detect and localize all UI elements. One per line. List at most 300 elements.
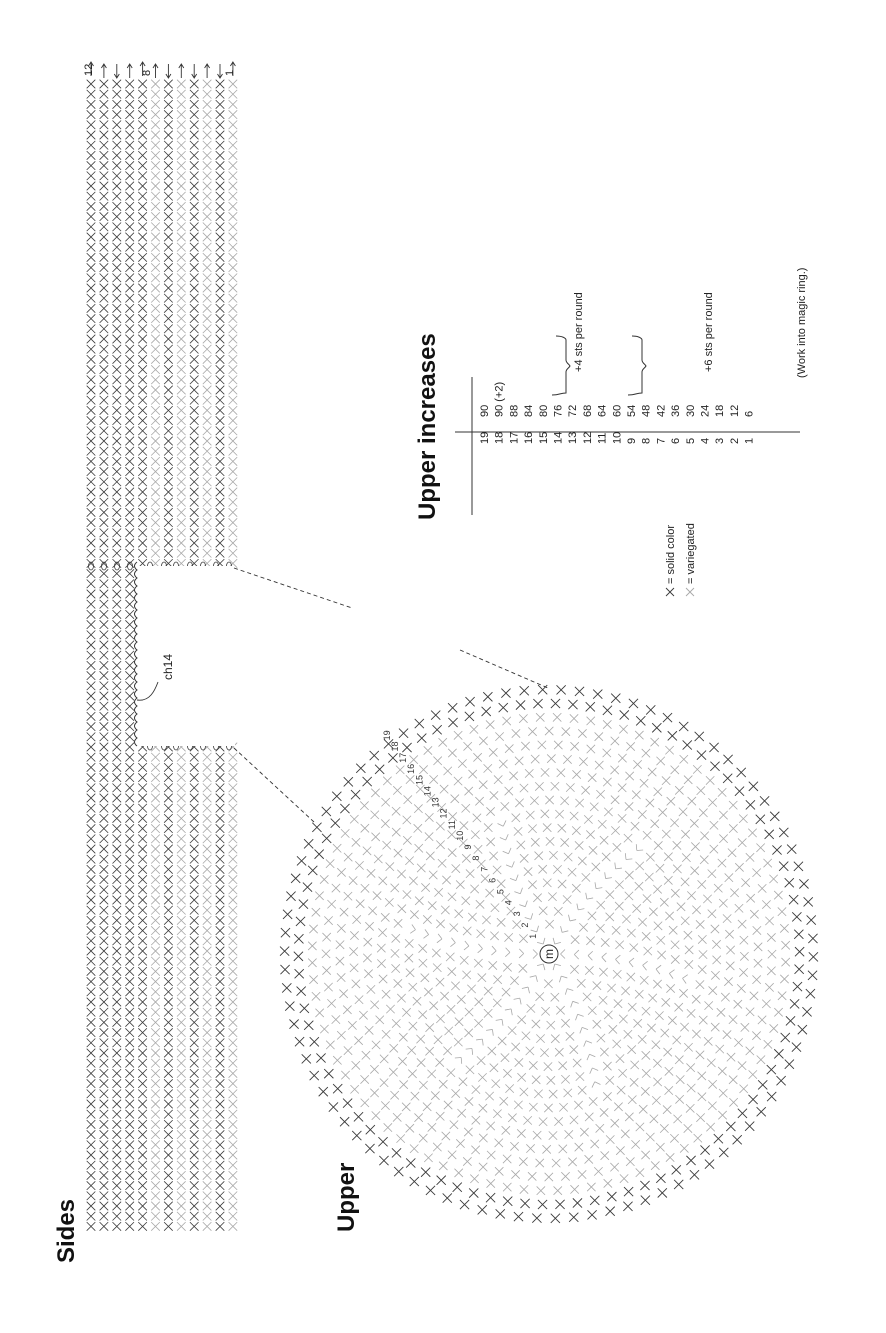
- sides-stitch: [125, 957, 134, 966]
- sides-stitch: [100, 1141, 109, 1150]
- sides-stitch: [113, 488, 122, 497]
- sides-stitch: [164, 151, 173, 160]
- upper-stitch: [588, 773, 596, 781]
- upper-stitch: [561, 838, 569, 846]
- upper-stitch: [603, 1062, 611, 1070]
- upper-stitch: [433, 725, 442, 734]
- upper-stitch: [631, 1061, 639, 1069]
- upper-stitch: [341, 1071, 349, 1079]
- sides-stitch: [151, 90, 160, 99]
- upper-stitch: [590, 1196, 599, 1205]
- sides-stitch: [190, 835, 199, 844]
- upper-stitch: [639, 1105, 647, 1113]
- upper-stitch: [415, 844, 423, 852]
- upper-stitch: [593, 981, 601, 989]
- sides-stitch: [151, 253, 160, 262]
- upper-stitch: [549, 851, 557, 859]
- sides-stitch: [190, 467, 199, 476]
- upper-stitch: [746, 1047, 754, 1055]
- sides-stitch: [100, 886, 109, 895]
- upper-stitch: [490, 932, 498, 940]
- sides-stitch: [100, 141, 109, 150]
- sides-stitch: [100, 896, 109, 905]
- upper-stitch: [503, 1069, 511, 1077]
- sides-stitch: [203, 549, 212, 558]
- sides-stitch: [138, 263, 147, 272]
- sides-stitch: [100, 131, 109, 140]
- upper-stitch: [548, 893, 556, 901]
- sides-stitch: [113, 508, 122, 517]
- sides-stitch: [100, 998, 109, 1007]
- upper-stitch: [610, 766, 618, 774]
- sides-stitch: [87, 1151, 96, 1160]
- sides-stitch: [125, 1059, 134, 1068]
- sides-stitch: [87, 569, 96, 578]
- row-arrow: [114, 64, 119, 78]
- sides-stitch: [151, 1008, 160, 1017]
- increase-stitch: [464, 941, 469, 950]
- upper-stitch: [520, 1088, 528, 1096]
- upper-stitch: [413, 997, 421, 1005]
- sides-stitch: [113, 896, 122, 905]
- sides-stitch: [151, 1079, 160, 1088]
- sides-stitch: [190, 498, 199, 507]
- upper-stitch: [519, 934, 527, 942]
- sides-stitch: [125, 569, 134, 578]
- upper-stitch: [402, 1103, 410, 1111]
- upper-stitch: [698, 965, 706, 973]
- upper-stitch: [399, 1080, 407, 1088]
- round-label-1: 1: [528, 933, 539, 939]
- sides-stitch: [100, 529, 109, 538]
- upper-stitch: [599, 996, 607, 1004]
- upper-stitch: [571, 935, 579, 943]
- sides-stitch: [164, 488, 173, 497]
- upper-stitch: [489, 961, 497, 969]
- sides-stitch: [229, 1212, 238, 1221]
- upper-stitch: [404, 795, 412, 803]
- upper-stitch: [578, 729, 586, 737]
- upper-stitch: [405, 939, 413, 947]
- upper-stitch: [382, 990, 390, 998]
- sides-stitch: [138, 549, 147, 558]
- sides-stitch: [190, 243, 199, 252]
- sides-stitch: [164, 1049, 173, 1058]
- sides-stitch: [216, 835, 225, 844]
- sides-stitch: [100, 335, 109, 344]
- sides-stitch: [113, 682, 122, 691]
- sides-stitch: [177, 478, 186, 487]
- sides-stitch: [113, 631, 122, 640]
- sides-stitch: [113, 743, 122, 752]
- sides-stitch: [125, 478, 134, 487]
- sides-stitch: [125, 212, 134, 221]
- upper-stitch: [469, 1188, 478, 1197]
- sides-stitch: [229, 773, 238, 782]
- upper-stitch: [436, 978, 444, 986]
- sides-stitch: [164, 376, 173, 385]
- upper-stitch: [746, 894, 754, 902]
- upper-stitch: [455, 910, 463, 918]
- sides-stitch: [164, 335, 173, 344]
- increase-stitch: [533, 950, 538, 959]
- sides-stitch: [190, 773, 199, 782]
- upper-stitch: [658, 1188, 667, 1197]
- upper-stitch: [466, 1066, 474, 1074]
- upper-stitch: [514, 827, 522, 835]
- increase-stitch: [437, 934, 442, 943]
- upper-stitch: [553, 713, 561, 721]
- sides-stitch: [113, 457, 122, 466]
- upper-stitch: [315, 1009, 323, 1017]
- sides-stitch: [87, 906, 96, 915]
- sides-stitch: [216, 345, 225, 354]
- upper-stitch: [559, 1145, 567, 1153]
- sides-stitch: [125, 1069, 134, 1078]
- sides-stitch: [151, 141, 160, 150]
- sides-stitch: [151, 753, 160, 762]
- upper-stitch: [654, 922, 662, 930]
- round-label-7: 7: [479, 866, 490, 872]
- upper-stitch: [778, 992, 786, 1000]
- sides-stitch: [138, 937, 147, 946]
- increase-stitch: [584, 1041, 592, 1047]
- sides-stitch: [100, 977, 109, 986]
- upper-stitch: [504, 933, 512, 941]
- upper-stitch: [752, 868, 760, 876]
- sides-stitch: [190, 80, 199, 89]
- upper-stitch: [402, 743, 411, 752]
- sides-stitch: [138, 957, 147, 966]
- upper-stitch: [740, 952, 748, 960]
- sides-stitch: [177, 753, 186, 762]
- sides-stitch: [216, 233, 225, 242]
- sides-stitch: [164, 875, 173, 884]
- upper-stitch: [697, 786, 705, 794]
- sides-stitch: [138, 202, 147, 211]
- increase-stitch: [505, 1009, 512, 1015]
- upper-stitch: [568, 1158, 576, 1166]
- sides-stitch: [164, 1222, 173, 1231]
- upper-stitch: [588, 912, 596, 920]
- upper-stitch: [429, 775, 437, 783]
- sides-stitch: [113, 1090, 122, 1099]
- upper-stitch: [365, 1026, 373, 1034]
- sides-stitch: [164, 977, 173, 986]
- upper-stitch: [448, 893, 456, 901]
- upper-stitch: [709, 986, 717, 994]
- sides-stitch: [125, 682, 134, 691]
- sides-stitch: [113, 886, 122, 895]
- sides-stitch: [100, 172, 109, 181]
- sides-stitch: [190, 1069, 199, 1078]
- sides-stitch: [190, 967, 199, 976]
- upper-stitch: [329, 1102, 338, 1111]
- increase-stitch: [491, 946, 496, 955]
- sides-stitch: [87, 110, 96, 119]
- sides-stitch: [190, 804, 199, 813]
- sides-stitch: [113, 274, 122, 283]
- sides-stitch: [203, 151, 212, 160]
- sides-stitch: [125, 692, 134, 701]
- increase-stitch: [565, 989, 573, 995]
- upper-stitch: [370, 1065, 378, 1073]
- sides-stitch: [100, 386, 109, 395]
- upper-stitch: [385, 898, 393, 906]
- upper-stitch: [431, 1091, 439, 1099]
- upper-stitch: [484, 1009, 492, 1017]
- sides-stitch: [177, 1141, 186, 1150]
- upper-stitch: [640, 1181, 649, 1190]
- sides-stitch: [113, 467, 122, 476]
- upper-stitch: [528, 1172, 536, 1180]
- upper-stitch: [738, 1109, 747, 1118]
- sides-stitch: [100, 376, 109, 385]
- sides-stitch: [203, 896, 212, 905]
- sides-stitch: [87, 937, 96, 946]
- upper-stitch: [718, 1111, 726, 1119]
- legend: [665, 523, 697, 596]
- upper-stitch: [541, 768, 549, 776]
- sides-stitch: [151, 1222, 160, 1231]
- row-arrow: [179, 64, 184, 78]
- upper-stitch: [620, 710, 629, 719]
- upper-stitch: [521, 742, 529, 750]
- upper-stitch: [596, 924, 604, 932]
- upper-stitch: [802, 1007, 811, 1016]
- upper-stitch: [381, 819, 389, 827]
- sides-stitch: [87, 325, 96, 334]
- sides-stitch: [125, 508, 134, 517]
- sides-stitch: [164, 447, 173, 456]
- upper-stitch: [473, 753, 481, 761]
- increase-stitch: [559, 976, 567, 982]
- table-round-4: 4: [699, 437, 712, 444]
- sides-stitch: [100, 580, 109, 589]
- sides-stitch: [125, 416, 134, 425]
- upper-stitch: [573, 1059, 581, 1067]
- sides-stitch: [138, 753, 147, 762]
- upper-stitch: [544, 1104, 552, 1112]
- sides-stitch: [216, 784, 225, 793]
- upper-stitch: [415, 719, 424, 728]
- upper-stitch: [636, 1123, 644, 1131]
- sides-stitch: [113, 1202, 122, 1211]
- table-round-9: 9: [626, 437, 638, 444]
- sides-stitch: [113, 294, 122, 303]
- upper-stitch: [352, 1131, 361, 1140]
- sides-stitch: [216, 947, 225, 956]
- sides-stitch: [87, 1212, 96, 1221]
- sides-stitch: [203, 406, 212, 415]
- sides-stitch: [138, 1100, 147, 1109]
- upper-stitch: [479, 781, 487, 789]
- sides-stitch: [113, 753, 122, 762]
- sides-stitch: [190, 110, 199, 119]
- table-round-2: 2: [728, 437, 741, 444]
- sides-stitch: [164, 294, 173, 303]
- sides-stitch: [87, 855, 96, 864]
- sides-stitch: [125, 773, 134, 782]
- sides-stitch: [203, 1130, 212, 1139]
- upper-stitch: [376, 1016, 384, 1024]
- upper-stitch: [407, 1046, 415, 1054]
- upper-stitch: [409, 983, 417, 991]
- upper-stitch: [475, 998, 483, 1006]
- sides-stitch: [177, 182, 186, 191]
- sides-stitch: [138, 345, 147, 354]
- sides-stitch: [138, 1130, 147, 1139]
- round-label-13: 13: [430, 797, 441, 808]
- sides-stitch: [177, 131, 186, 140]
- upper-stitch: [520, 1185, 528, 1193]
- sides-stitch: [138, 518, 147, 527]
- sides-stitch: [190, 416, 199, 425]
- sides-stitch: [216, 1151, 225, 1160]
- upper-stitch: [373, 891, 381, 899]
- sides-stitch: [203, 325, 212, 334]
- sides-stitch: [177, 243, 186, 252]
- sides-stitch: [229, 294, 238, 303]
- sides-stitch: [151, 1090, 160, 1099]
- sides-stitch: [87, 835, 96, 844]
- sides-stitch: [216, 131, 225, 140]
- upper-stitch: [606, 1207, 615, 1216]
- sides-stitch: [164, 1079, 173, 1088]
- sides-stitch: [216, 1090, 225, 1099]
- sides-stitch: [177, 763, 186, 772]
- sides-stitch: [100, 559, 109, 568]
- row-arrow: [218, 64, 223, 78]
- upper-stitch: [454, 731, 462, 739]
- sides-stitch: [138, 416, 147, 425]
- sides-stitch: [151, 427, 160, 436]
- sides-stitch: [203, 1100, 212, 1109]
- upper-stitch: [433, 757, 441, 765]
- sides-stitch: [113, 1130, 122, 1139]
- upper-stitch: [561, 1075, 569, 1083]
- increase-stitch: [496, 1019, 503, 1025]
- sides-stitch: [190, 906, 199, 915]
- upper-stitch: [600, 1048, 608, 1056]
- sides-stitch: [113, 722, 122, 731]
- sides-stitch: [125, 998, 134, 1007]
- upper-stitch: [508, 1114, 516, 1122]
- sides-stitch: [190, 957, 199, 966]
- sides-stitch: [229, 416, 238, 425]
- sides-stitch: [216, 396, 225, 405]
- upper-stitch: [662, 998, 670, 1006]
- sides-stitch: [87, 1181, 96, 1190]
- sides-stitch: [164, 457, 173, 466]
- increase-stitch: [580, 1027, 588, 1033]
- upper-stitch: [439, 1080, 447, 1088]
- sides-stitch: [138, 274, 147, 283]
- upper-stitch: [650, 1115, 658, 1123]
- sides-stitch: [100, 304, 109, 313]
- sides-stitch: [190, 141, 199, 150]
- sides-stitch: [151, 263, 160, 272]
- upper-stitch: [573, 1198, 582, 1207]
- sides-stitch: [229, 1171, 238, 1180]
- upper-stitch: [527, 1004, 535, 1012]
- sides-stitch: [190, 294, 199, 303]
- sides-stitch: [229, 1130, 238, 1139]
- sides-stitch: [125, 141, 134, 150]
- sides-stitch: [229, 121, 238, 130]
- sides-stitch: [125, 1049, 134, 1058]
- upper-stitch: [596, 790, 604, 798]
- upper-stitch: [693, 765, 701, 773]
- sides-stitch: [164, 253, 173, 262]
- sides-stitch: [229, 304, 238, 313]
- brace-four: [552, 336, 570, 395]
- sides-stitch: [87, 457, 96, 466]
- sides-stitch: [229, 1120, 238, 1129]
- sides-stitch: [203, 345, 212, 354]
- sides-stitch: [125, 896, 134, 905]
- upper-stitch: [526, 1144, 534, 1152]
- sides-stitch: [190, 875, 199, 884]
- sides-stitch: [229, 855, 238, 864]
- upper-stitch: [462, 897, 470, 905]
- sides-stitch: [164, 263, 173, 272]
- sides-stitch: [229, 926, 238, 935]
- sides-stitch: [87, 1039, 96, 1048]
- upper-stitch: [406, 1158, 415, 1167]
- sides-stitch: [125, 906, 134, 915]
- upper-stitch: [327, 999, 335, 1007]
- sides-stitch: [177, 80, 186, 89]
- sides-stitch: [216, 845, 225, 854]
- sides-stitch: [164, 784, 173, 793]
- sides-stitch: [87, 1018, 96, 1027]
- upper-stitch: [324, 1069, 333, 1078]
- upper-stitch: [607, 1192, 616, 1201]
- sides-stitch: [216, 427, 225, 436]
- sides-stitch: [203, 90, 212, 99]
- upper-stitch: [631, 1140, 639, 1148]
- sides-stitch: [164, 814, 173, 823]
- upper-stitch: [572, 884, 580, 892]
- sides-stitch: [151, 967, 160, 976]
- sides-stitch: [190, 1079, 199, 1088]
- upper-stitch: [698, 1072, 706, 1080]
- upper-stitch: [500, 1097, 508, 1105]
- sides-stitch: [87, 967, 96, 976]
- upper-stitch: [463, 927, 471, 935]
- upper-stitch: [344, 1046, 352, 1054]
- sides-stitch: [151, 1151, 160, 1160]
- upper-stitch: [779, 862, 788, 871]
- increase-stitch: [636, 844, 643, 850]
- upper-stitch: [681, 917, 689, 925]
- upper-stitch: [367, 985, 375, 993]
- upper-stitch: [490, 791, 498, 799]
- sides-stitch: [125, 937, 134, 946]
- upper-stitch: [433, 963, 441, 971]
- sides-stitch: [229, 1181, 238, 1190]
- increase-stitch: [466, 1049, 473, 1055]
- upper-stitch: [312, 908, 320, 916]
- sides-stitch: [87, 947, 96, 956]
- sides-stitch: [203, 1079, 212, 1088]
- upper-stitch: [716, 1045, 724, 1053]
- sides-stitch: [229, 243, 238, 252]
- upper-stitch: [478, 1205, 487, 1214]
- sides-stitch: [151, 1171, 160, 1180]
- sides-stitch: [216, 253, 225, 262]
